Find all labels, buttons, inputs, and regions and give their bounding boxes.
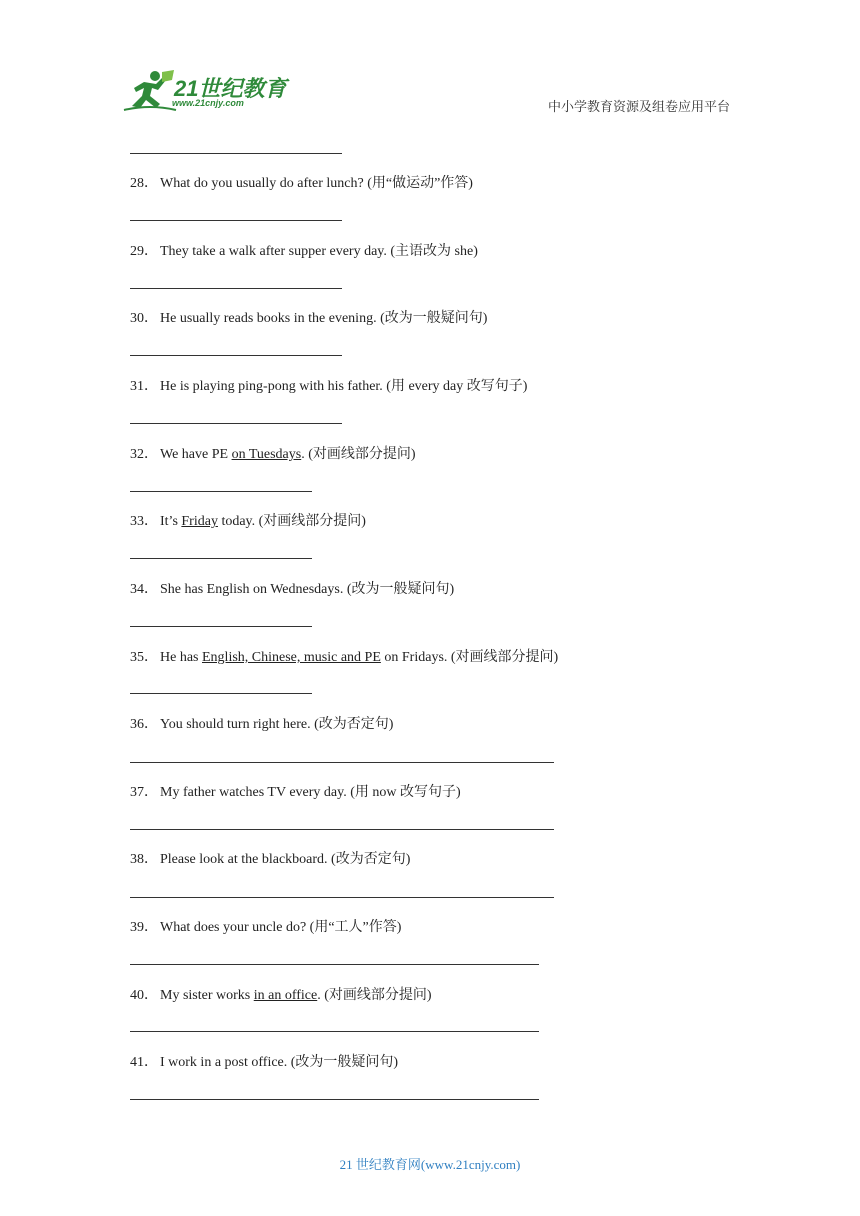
question-number: 32． [130,447,158,462]
answer-line[interactable] [130,1031,539,1032]
page-footer[interactable]: 21 世纪教育网(www.21cnjy.com) [339,1157,521,1172]
question-32 [130,443,416,463]
underlined-part: English, Chinese, music and PE [202,650,381,665]
logo-text: 21世纪教育 [174,76,287,101]
question-number: 35． [130,650,158,665]
question-31 [130,375,527,395]
question-number: 41． [130,1055,158,1070]
question-text-end: . (对画线部分提问) [317,988,432,1003]
question-text: He has [160,650,202,665]
question-text: My sister works [160,988,254,1003]
question-number: 28． [130,176,158,191]
question-text: They take a walk after supper every day. (主语改为 she) [160,244,478,259]
answer-line[interactable] [130,1099,539,1100]
underlined-part: in an office [253,988,318,1003]
question-number: 33． [130,514,158,529]
answer-line[interactable] [130,626,312,627]
question-33 [130,510,366,530]
question-text: It’s [160,514,182,529]
question-text: What does your uncle do? (用“工人”作答) [160,920,402,935]
answer-line[interactable] [130,288,342,289]
question-39 [130,916,401,936]
question-text-end: today. (对画线部分提问) [217,514,366,529]
question-text: We have PE [160,447,232,462]
answer-line[interactable] [130,491,312,492]
question-number: 30． [130,311,158,326]
answer-line[interactable] [130,693,312,694]
answer-line[interactable] [130,897,554,898]
question-number: 31． [130,379,158,394]
question-29 [130,240,478,260]
question-text: He usually reads books in the evening. (改为一般疑问句) [160,311,488,326]
question-number: 34． [130,582,158,597]
answer-line[interactable] [130,558,312,559]
logo-url-text: www.21cnjy.com [172,98,244,108]
question-text-end: on Fridays. (对画线部分提问) [380,650,559,665]
answer-line[interactable] [130,829,554,830]
logo [122,70,292,116]
question-35 [130,646,558,666]
header-tagline: 中小学教育资源及组卷应用平台 [547,99,730,114]
runner-logo-icon [122,70,178,114]
page-header [0,0,860,130]
question-text: She has English on Wednesdays. (改为一般疑问句) [160,582,455,597]
question-34 [130,578,454,598]
question-text: You should turn right here. (改为否定句) [160,717,394,732]
question-text: What do you usually do after lunch? (用“做运动”作答) [160,176,473,191]
question-37 [130,781,461,801]
question-41 [130,1051,398,1071]
question-number: 29． [130,244,158,259]
question-40 [130,984,432,1004]
question-text-end: . (对画线部分提问) [301,447,416,462]
question-text: I work in a post office. (改为一般疑问句) [160,1055,399,1070]
question-36 [130,713,393,733]
question-number: 37． [130,785,158,800]
question-text: Please look at the blackboard. (改为否定句) [160,852,411,867]
question-number: 38． [130,852,158,867]
answer-line[interactable] [130,964,539,965]
question-number: 40． [130,988,158,1003]
question-38 [130,848,410,868]
question-number: 36． [130,717,158,732]
question-number: 39． [130,920,158,935]
question-text: He is playing ping-pong with his father. (用 every day 改写句子) [160,379,528,394]
question-text: My father watches TV every day. (用 now 改写句子) [160,785,461,800]
question-28 [130,172,473,192]
question-30 [130,307,487,327]
answer-line[interactable] [130,153,342,154]
answer-line[interactable] [130,220,342,221]
underlined-part: on Tuesdays [231,447,302,462]
answer-line[interactable] [130,355,342,356]
answer-line[interactable] [130,762,554,763]
answer-line[interactable] [130,423,342,424]
underlined-part: Friday [181,514,218,529]
